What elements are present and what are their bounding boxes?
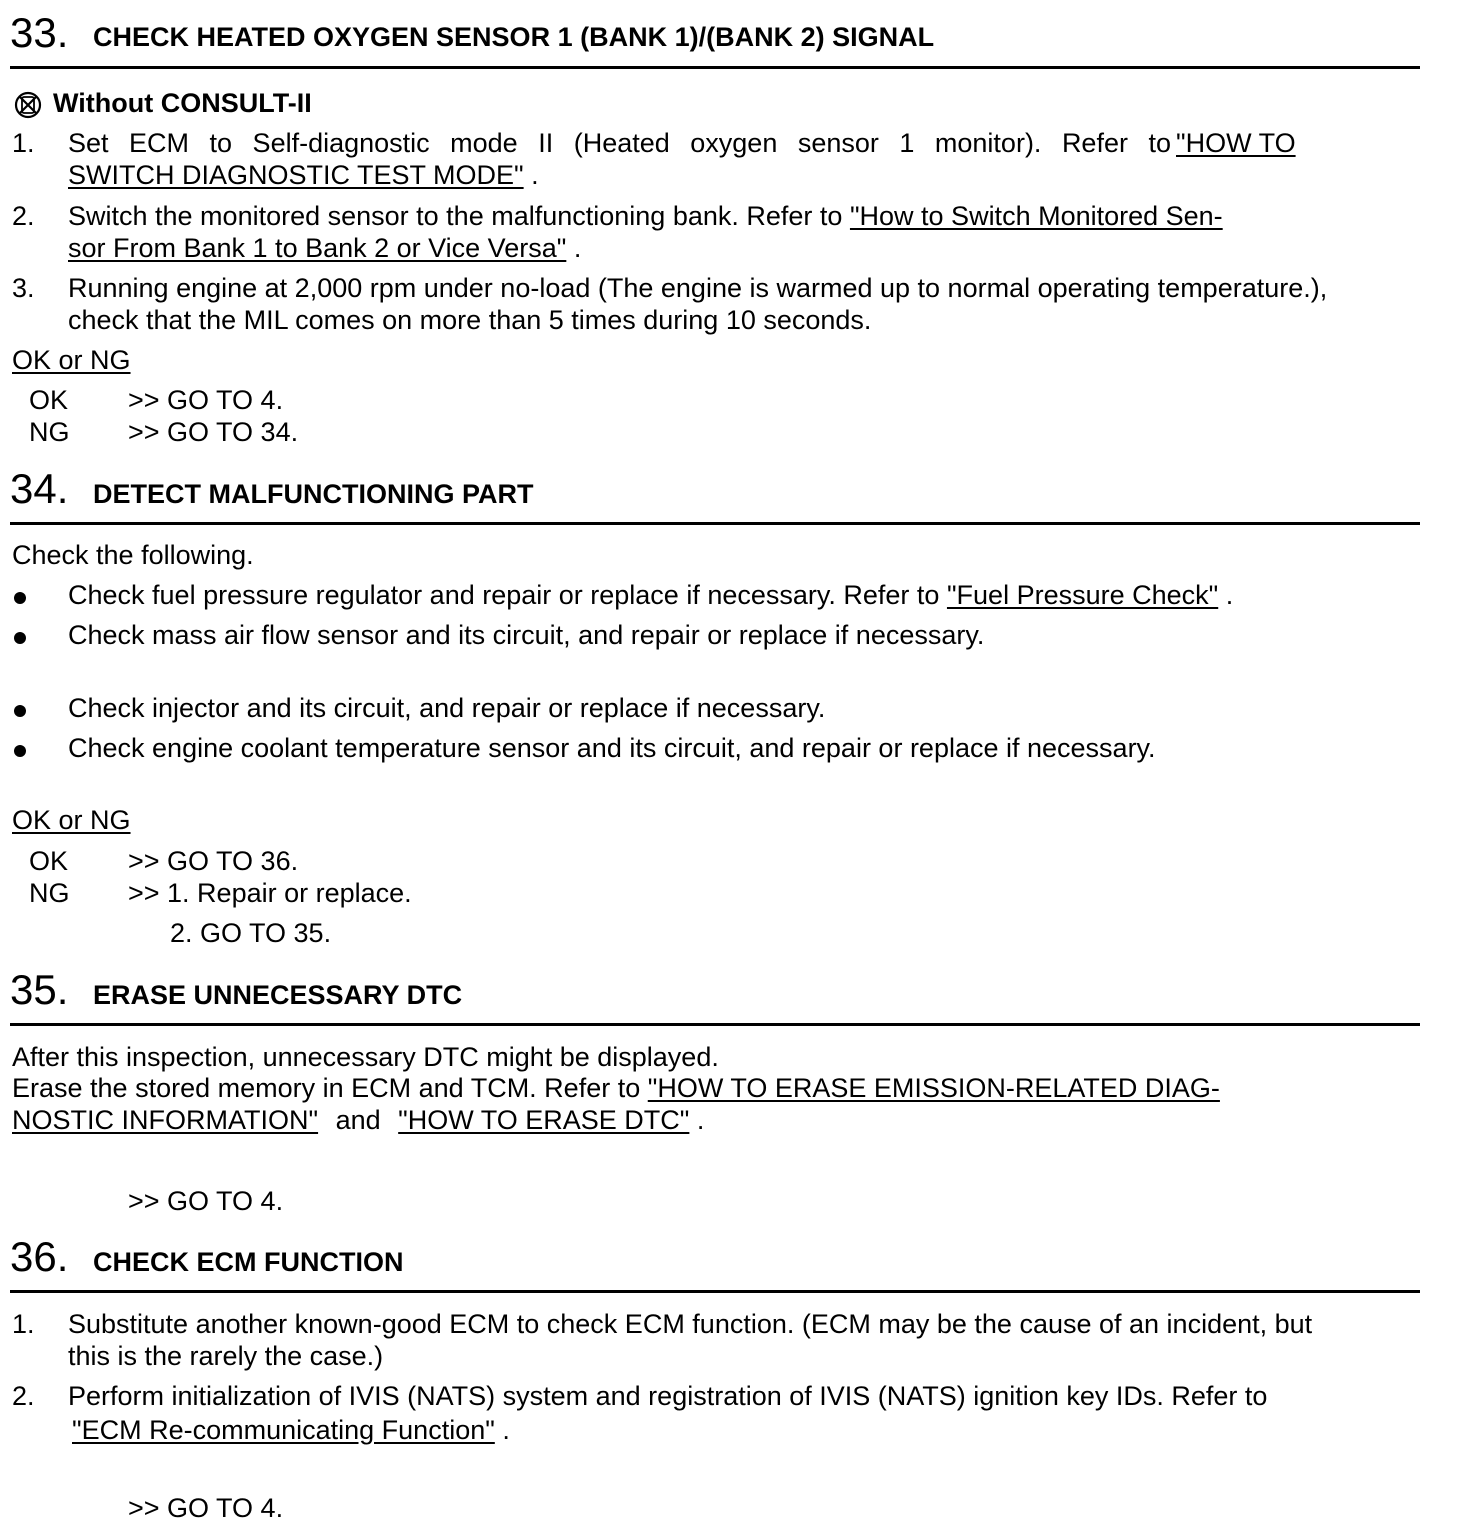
link-switch-monitored-a[interactable]: "How to Switch Monitored Sen- [849, 201, 1223, 231]
link-erase-emission-b[interactable]: NOSTIC INFORMATION" [12, 1105, 319, 1135]
s36-action: >> GO TO 4. [128, 1493, 284, 1523]
s33-step1-text: Set ECM to Self-diagnostic mode II (Heated oxygen sensor 1 monitor). Refer to [68, 128, 1171, 158]
s35-line1: After this inspection, unnecessary DTC might be displayed. [12, 1042, 719, 1072]
section-34-title: DETECT MALFUNCTIONING PART [93, 479, 534, 509]
no-consult-icon [12, 91, 44, 119]
section-34-rule [10, 522, 1420, 525]
s34-ok-action: >> GO TO 36. [128, 846, 299, 876]
s33-ok-label: OK [29, 385, 69, 415]
bullet-dot [14, 745, 26, 757]
s36-step1-number: 1. [12, 1309, 35, 1339]
s35-and-text: and [335, 1105, 381, 1135]
link-erase-emission-a[interactable]: "HOW TO ERASE EMISSION-RELATED DIAG- [647, 1073, 1220, 1103]
s33-step2-text: Switch the monitored sensor to the malfunctioning bank. Refer to [68, 201, 843, 231]
s33-step1-number: 1. [12, 128, 35, 158]
section-35-rule [10, 1023, 1420, 1026]
bullet-dot [14, 705, 26, 717]
link-ecm-recommunicating[interactable]: "ECM Re-communicating Function" [72, 1415, 495, 1445]
s34-ng-label: NG [29, 878, 70, 908]
section-34-number: 34. [10, 465, 69, 512]
s34-bullet4-text: Check engine coolant temperature sensor and its circuit, and repair or replace if necessary. [68, 733, 1156, 763]
s35-period: . [696, 1105, 705, 1135]
section-36-number: 36. [10, 1233, 69, 1280]
s33-ng-label: NG [29, 417, 70, 447]
s34-bullet1-period: . [1225, 580, 1234, 610]
bullet-dot [14, 632, 26, 644]
s34-ok-label: OK [29, 846, 69, 876]
s34-bullet2-text: Check mass air flow sensor and its circuit, and repair or replace if necessary. [68, 620, 985, 650]
s36-step1-line1: Substitute another known-good ECM to check ECM function. (ECM may be the cause of an incident, but [68, 1309, 1313, 1339]
without-consult-label: Without CONSULT-II [53, 88, 312, 118]
s33-step3-line1: Running engine at 2,000 rpm under no-load (The engine is warmed up to normal operating temperature.), [68, 273, 1328, 303]
section-35-number: 35. [10, 966, 69, 1013]
link-erase-dtc[interactable]: "HOW TO ERASE DTC" [398, 1105, 690, 1135]
s33-step3-number: 3. [12, 273, 35, 303]
s36-step1-line2: this is the rarely the case.) [68, 1341, 384, 1371]
s33-ok-or-ng: OK or NG [12, 345, 131, 375]
link-how-to-switch-a[interactable]: "HOW TO [1176, 128, 1296, 158]
s35-line2-text: Erase the stored memory in ECM and TCM. Refer to [12, 1073, 641, 1103]
s33-step2-number: 2. [12, 201, 35, 231]
section-35-title: ERASE UNNECESSARY DTC [93, 980, 463, 1010]
s33-ok-action: >> GO TO 4. [128, 385, 284, 415]
section-33-title: CHECK HEATED OXYGEN SENSOR 1 (BANK 1)/(BANK 2) SIGNAL [93, 22, 935, 52]
s33-ng-action: >> GO TO 34. [128, 417, 299, 447]
s36-step2-number: 2. [12, 1381, 35, 1411]
s34-bullet1-text: Check fuel pressure regulator and repair or replace if necessary. Refer to [68, 580, 940, 610]
s33-step1-period: . [531, 160, 539, 190]
link-how-to-switch-b[interactable]: SWITCH DIAGNOSTIC TEST MODE" [68, 160, 524, 190]
s34-intro: Check the following. [12, 540, 254, 570]
s34-ok-or-ng: OK or NG [12, 805, 131, 835]
s34-ng-action2: 2. GO TO 35. [170, 918, 332, 948]
section-36-title: CHECK ECM FUNCTION [93, 1247, 404, 1277]
section-36-rule [10, 1290, 1420, 1293]
s34-ng-action1: >> 1. Repair or replace. [128, 878, 412, 908]
s33-step3-line2: check that the MIL comes on more than 5 times during 10 seconds. [68, 305, 872, 335]
bullet-dot [14, 592, 26, 604]
link-fuel-pressure-check[interactable]: "Fuel Pressure Check" [946, 580, 1219, 610]
s34-bullet3-text: Check injector and its circuit, and repair or replace if necessary. [68, 693, 826, 723]
section-33-rule [10, 66, 1420, 69]
link-switch-monitored-b[interactable]: sor From Bank 1 to Bank 2 or Vice Versa" [68, 233, 567, 263]
s33-step2-period: . [573, 233, 582, 263]
s36-step2-line1: Perform initialization of IVIS (NATS) system and registration of IVIS (NATS) ignition key IDs. Refer to [68, 1381, 1268, 1411]
s36-step2-period: . [502, 1415, 510, 1445]
section-33-number: 33. [10, 9, 69, 56]
s35-action: >> GO TO 4. [128, 1186, 284, 1216]
